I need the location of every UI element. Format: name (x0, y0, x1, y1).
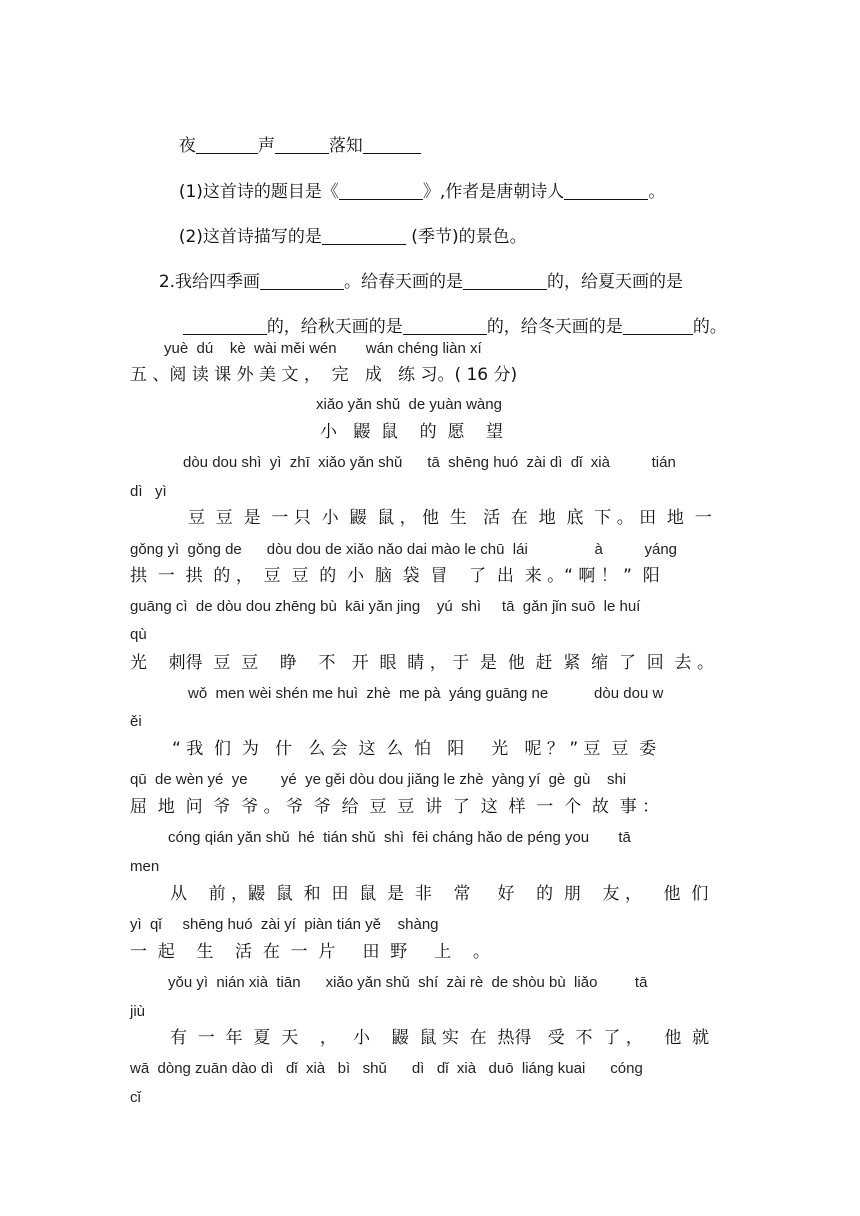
pinyin-line: cóng qián yǎn shǔ hé tián shǔ shì fēi cháng hǎo de péng you tā (168, 829, 631, 846)
fill-char-2: 声 (257, 136, 275, 156)
question-4-text-b: 的，给冬天画的是 (486, 317, 623, 337)
question-1-text-b: 》,作者是唐朝诗人 (422, 182, 565, 202)
pinyin-line: gǒng yì gǒng de dòu dou de xiǎo nǎo dai mào le chū lái à yáng (130, 541, 678, 558)
pinyin-line-wrap: men (130, 858, 160, 875)
pinyin-line-wrap: jiù (130, 1003, 146, 1020)
pinyin-line: yǒu yì nián xià tiān xiǎo yǎn shǔ shí zài rè de shòu bù liǎo tā (168, 974, 648, 991)
answer-blank[interactable] (623, 317, 693, 335)
answer-blank[interactable] (363, 136, 421, 154)
poem-fill-line (168, 119, 421, 155)
question-1-text-c: 。 (648, 182, 666, 202)
answer-blank[interactable] (463, 272, 547, 290)
question-3 (148, 255, 683, 291)
question-1 (168, 165, 665, 201)
question-3-cont (172, 300, 727, 336)
text-line: 光 刺得 豆 豆 睁 不 开 眼 睛 ， 于 是 他 赶 紧 缩 了 回 去 。 (130, 653, 714, 673)
section-title: 五 、阅 读 课 外 美 文 ， 完 成 练 习。( 16 分) (130, 365, 518, 385)
fill-char-3: 落知 (328, 136, 363, 156)
story-title-pinyin: xiǎo yǎn shǔ de yuàn wàng (316, 396, 502, 413)
pinyin-line: wā dòng zuān dào dì dǐ xià bì shǔ dì dǐ xià duō liáng kuai cóng (130, 1060, 643, 1077)
story-title: 小 鼹 鼠 的 愿 望 (320, 422, 504, 442)
text-line: 屈 地 问 爷 爷 。 爷 爷 给 豆 豆 讲 了 这 样 一 个 故 事 ： (130, 797, 660, 817)
pinyin-line: wǒ men wèi shén me huì zhè me pà yáng guāng ne dòu dou w (188, 685, 664, 702)
text-line: 从 前 ，鼹 鼠 和 田 鼠 是 非 常 好 的 朋 友 ， 他 们 (170, 884, 709, 904)
question-2-text-a: (2)这首诗描写的是 (178, 227, 322, 247)
pinyin-line-wrap: ěi (130, 713, 142, 730)
question-2-text-b: (季节)的景色。 (405, 227, 527, 247)
pinyin-line: dòu dou shì yì zhī xiǎo yǎn shǔ tā shēng huó zài dì dǐ xià tián (183, 454, 676, 471)
pinyin-line-wrap: dì yì (130, 483, 167, 500)
fill-char-1: 夜 (178, 136, 196, 156)
question-3-text-b: 。给春天画的是 (344, 272, 464, 292)
answer-blank[interactable] (564, 182, 648, 200)
text-line: 一 起 生 活 在 一 片 田 野 上 。 (130, 942, 490, 962)
question-1-text-a: (1)这首诗的题目是《 (178, 182, 339, 202)
question-4-text-a: 的，给秋天画的是 (266, 317, 403, 337)
answer-blank[interactable] (196, 136, 258, 154)
answer-blank[interactable] (322, 227, 406, 245)
text-line: 拱 一 拱 的 ， 豆 豆 的 小 脑 袋 冒 了 出 来 。“ 啊 ！ ” 阳 (130, 566, 660, 586)
question-3-text-a: 2.我给四季画 (158, 272, 261, 292)
answer-blank[interactable] (339, 182, 423, 200)
pinyin-line-wrap: cǐ (130, 1089, 141, 1106)
pinyin-line: yì qǐ shēng huó zài yí piàn tián yě shàng (130, 916, 439, 933)
text-line: “ 我 们 为 什 么 会 这 么 怕 阳 光 呢 ？ ” 豆 豆 委 (172, 739, 657, 759)
answer-blank[interactable] (183, 317, 267, 335)
answer-blank[interactable] (275, 136, 329, 154)
answer-blank[interactable] (260, 272, 344, 290)
pinyin-line: guāng cì de dòu dou zhēng bù kāi yǎn jing yú shì tā gǎn jǐn suō le huí (130, 598, 641, 615)
pinyin-line-wrap: qù (130, 626, 147, 643)
question-4-text-c: 的。 (692, 317, 727, 337)
section-pinyin: yuè dú kè wài měi wén wán chéng liàn xí (164, 340, 482, 357)
question-3-text-c: 的，给夏天画的是 (547, 272, 684, 292)
answer-blank[interactable] (403, 317, 487, 335)
question-2 (168, 210, 527, 246)
pinyin-line: qū de wèn yé ye yé ye gěi dòu dou jiǎng le zhè yàng yí gè gù shi (130, 771, 627, 788)
text-line: 豆 豆 是 一 只 小 鼹 鼠 ， 他 生 活 在 地 底 下 。 田 地 一 (188, 508, 712, 528)
text-line: 有 一 年 夏 天 ， 小 鼹 鼠 实 在 热得 受 不 了 ， 他 就 (170, 1028, 710, 1048)
